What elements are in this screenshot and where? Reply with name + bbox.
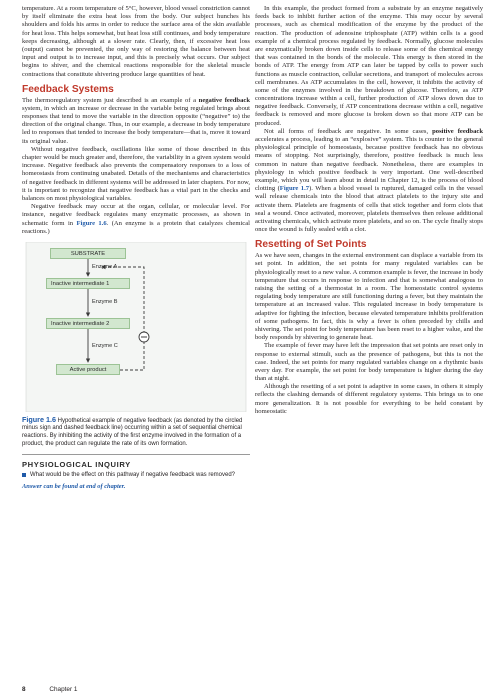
active-product-box: Active product (56, 364, 120, 375)
chapter-label: Chapter 1 (49, 686, 78, 693)
inactive-intermediate-2-box: Inactive intermediate 2 (46, 318, 130, 329)
inquiry-title: PHYSIOLOGICAL INQUIRY (22, 460, 131, 470)
figure-1-6-link[interactable]: Figure 1.6 (76, 219, 107, 227)
right-column (255, 5, 483, 416)
enzyme-a-label: Enzyme A (92, 263, 118, 270)
feedback-paragraph-3: Negative feedback may occur at the organ, cellular, or molecular level. For instance, negative feedback regulates many enzymatic processes, as shown in schematic form in Figure 1.6. (An enzyme is a protein that catalyzes chemical reactions.) (22, 203, 250, 235)
resetting-set-points-heading: Resetting of Set Points (255, 239, 367, 251)
set-points-paragraph-1: As we have seen, changes in the external environment can displace a variable from its set point. In addition, the set points for many regulated variables can be physiologically reset to a new value. A common example is fever, the increase in body temperature that occurs in response to infection and that is somewhat analogous to raising the setting of a thermostat in a room. The homeostatic control systems regulating body temperature are still functioning during a fever, but they maintain the temperature at an increased value. This regulated increase in body temperature is adaptive for fighting the infection, because elevated temperature inhibits proliferation of some pathogens. In fact, this is why a fever is often preceded by chills and shivering. The set point for body temperature has been reset to a higher value, and the body responds by shivering to generate heat. (255, 252, 483, 342)
term-positive-feedback: positive feedback (432, 127, 483, 135)
inactive-intermediate-1-box: Inactive intermediate 1 (46, 278, 130, 289)
page-footer (22, 686, 77, 693)
term-negative-feedback: negative feedback (198, 96, 250, 104)
intro-paragraph: temperature. At a room temperature of 5°C, however, blood vessel constriction cannot by itself eliminate the extra heat loss from the body. Our subject hunches his shoulders and folds his arms in order to reduce the surface area of the skin available for heat loss. This helps somewhat, but heat loss still continues, and body temperature keeps decreasing, although at a slower rate. Clearly, then, if excessive heat loss (output) cannot be prevented, the only way of restoring the balance between heat input and output is to increase input, and this is precisely what occurs. Our subject begins to shiver, and the chemical reactions responsible for the skeletal muscle contractions that constitute shivering produce large quantities of heat. (22, 5, 250, 78)
positive-feedback-paragraph: Not all forms of feedback are negative. In some cases, positive feedback accelerates a process, leading to an “explosive” system. This is counter to the general physiological principle of homeostasis, because positive feedback has no obvious means of stopping. Not surprisingly, therefore, positive feedback is much less common in nature than negative feedback. Nonetheless, there are examples in physiology in which positive feedback is very important. One well-described example, which you will learn about in detail in Chapter 12, is the process of blood clotting (Figure 1.7). When a blood vessel is ruptured, damaged cells in the vessel wall release chemicals into the blood that attract platelets to the injury site and activate them. Platelets are fragments of cells that stick together and form clots that seal a wound. Once activated, moreover, platelets themselves then release additional activating chemicals, which activate more platelets, and so on. The cycle finally stops once the wound is fully sealed with a clot. (255, 127, 483, 234)
substrate-box: SUBSTRATE (50, 248, 126, 259)
figure-1-6-diagram (22, 242, 250, 412)
feedback-systems-heading: Feedback Systems (22, 83, 114, 95)
feedback-paragraph-1: The thermoregulatory system just described is an example of a negative feedback system, in which an increase or decrease in the variable being regulated brings about responses that tend to move the variable in the direction opposite (“negative” to) the direction of the original change. Thus, in our example, a decrease in body temperature led to responses that tended to increase the body temperature—that is, move it toward its original value. (22, 96, 250, 145)
figure-caption-text: Hypothetical example of negative feedback (as denoted by the circled minus sign and dashed feedback line) occurring within a set of sequential chemical reactions. By inhibiting the activity of the first enzyme involved in the formation of a product, the product can regulate the rate of its own formation. (22, 417, 243, 447)
inquiry-answer-note: Answer can be found at end of chapter. (22, 482, 126, 490)
physiological-inquiry-box (22, 454, 250, 490)
page-number: 8 (22, 686, 26, 693)
figure-caption-label: Figure 1.6 (22, 414, 56, 424)
inquiry-question: What would be the effect on this pathway if negative feedback was removed? (22, 472, 250, 480)
figure-1-7-link[interactable]: Figure 1.7 (279, 185, 310, 193)
bullet-icon (22, 473, 26, 477)
set-points-paragraph-2: The example of fever may have left the impression that set points are reset only in response to external stimuli, such as the presence of pathogens, but this is not the case. Indeed, the set points for many regulated variables change on a rhythmic basis every day. For example, the set point for body temperature is higher during the day than at night. (255, 342, 483, 383)
enzyme-b-label: Enzyme B (92, 298, 118, 305)
feedback-paragraph-2: Without negative feedback, oscillations like some of those described in this chapter would be much greater and, therefore, the variability in a given system would increase. Negative feedback also prevents the compensatory responses to a loss of homeostasis from continuing unabated. Details of the mechanisms and characteristics of negative feedback in different systems will be addressed in later chapters. For now, it is important to recognize that negative feedback has a vital part in the checks and balances on most physiological variables. (22, 145, 250, 202)
atp-paragraph: In this example, the product formed from a substrate by an enzyme negatively feeds back to inhibit further action of the enzyme. This may occur by several processes, such as chemical modification of the enzyme by the product of the reaction. The production of adenosine triphosphate (ATP) within cells is a good example of a chemical process regulated by feedback. Normally, glucose molecules are enzymatically broken down inside cells to release some of the chemical energy that was contained in the bonds of the molecule. This energy is then stored in the bonds of ATP. The energy from ATP can later be tapped by cells to power such functions as muscle contraction, cellular secretions, and transport of molecules across cell membranes. As ATP accumulates in the cell, however, it inhibits the activity of some of the enzymes involved in the breakdown of glucose. Therefore, as ATP concentrations increase within a cell, further production of ATP slows down due to negative feedback. Conversely, if ATP concentrations decrease within a cell, negative feedback is removed and more glucose is broken down so that more ATP can be produced. (255, 5, 483, 127)
set-points-paragraph-3: Although the resetting of a set point is adaptive in some cases, in others it simply reflects the clashing demands of different regulatory systems. This brings us to one more generalization. It is not possible for everything to be held constant by homeostatic (255, 383, 483, 415)
enzyme-c-label: Enzyme C (92, 342, 118, 349)
figure-caption (22, 416, 250, 448)
left-column (22, 5, 250, 490)
